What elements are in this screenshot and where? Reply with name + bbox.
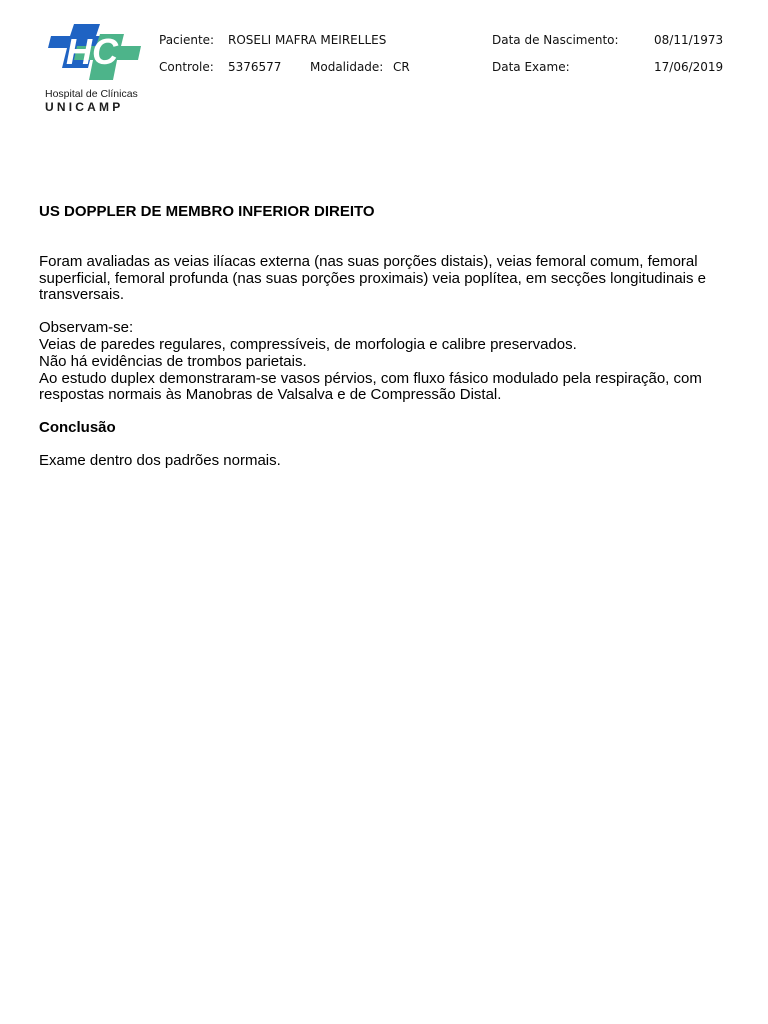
observation-line: Ao estudo duplex demonstraram-se vasos pérvios, com fluxo fásico modulado pela respiração, com (39, 369, 702, 387)
findings-line: transversais. (39, 286, 125, 304)
observation-line: Veias de paredes regulares, compressíveis, de morfologia e calibre preservados. (39, 335, 577, 353)
logo-subtitle: Hospital de Clínicas (45, 88, 138, 100)
modality-value: CR (393, 60, 410, 74)
report-header (0, 0, 768, 130)
birth-date-label: Data de Nascimento: (492, 33, 619, 47)
observation-line: respostas normais às Manobras de Valsalva e de Compressão Distal. (39, 386, 502, 404)
report-body (39, 204, 739, 470)
exam-date-label: Data Exame: (492, 60, 570, 74)
report-title: US DOPPLER DE MEMBRO INFERIOR DIREITO (39, 203, 375, 220)
modality-label: Modalidade: (310, 60, 384, 74)
observation-line: Não há evidências de trombos parietais. (39, 352, 307, 370)
hospital-logo (40, 24, 150, 116)
exam-date-value: 17/06/2019 (654, 60, 724, 74)
logo-name: UNICAMP (45, 100, 124, 114)
hc-cross-icon (40, 24, 150, 88)
control-value: 5376577 (228, 60, 282, 74)
logo-letters: HC (66, 31, 118, 72)
observations-heading: Observam-se: (39, 319, 134, 337)
patient-value: ROSELI MAFRA MEIRELLES (228, 33, 387, 47)
birth-date-value: 08/11/1973 (654, 33, 724, 47)
findings-line: superficial, femoral profunda (nas suas porções proximais) veia poplítea, em secções longitudinais e (39, 269, 707, 287)
control-label: Controle: (159, 60, 214, 74)
findings-line: Foram avaliadas as veias ilíacas externa (nas suas porções distais), veias femoral comum, femoral (39, 252, 698, 270)
patient-label: Paciente: (159, 33, 215, 47)
conclusion-text: Exame dentro dos padrões normais. (39, 451, 281, 469)
conclusion-heading: Conclusão (39, 419, 116, 437)
